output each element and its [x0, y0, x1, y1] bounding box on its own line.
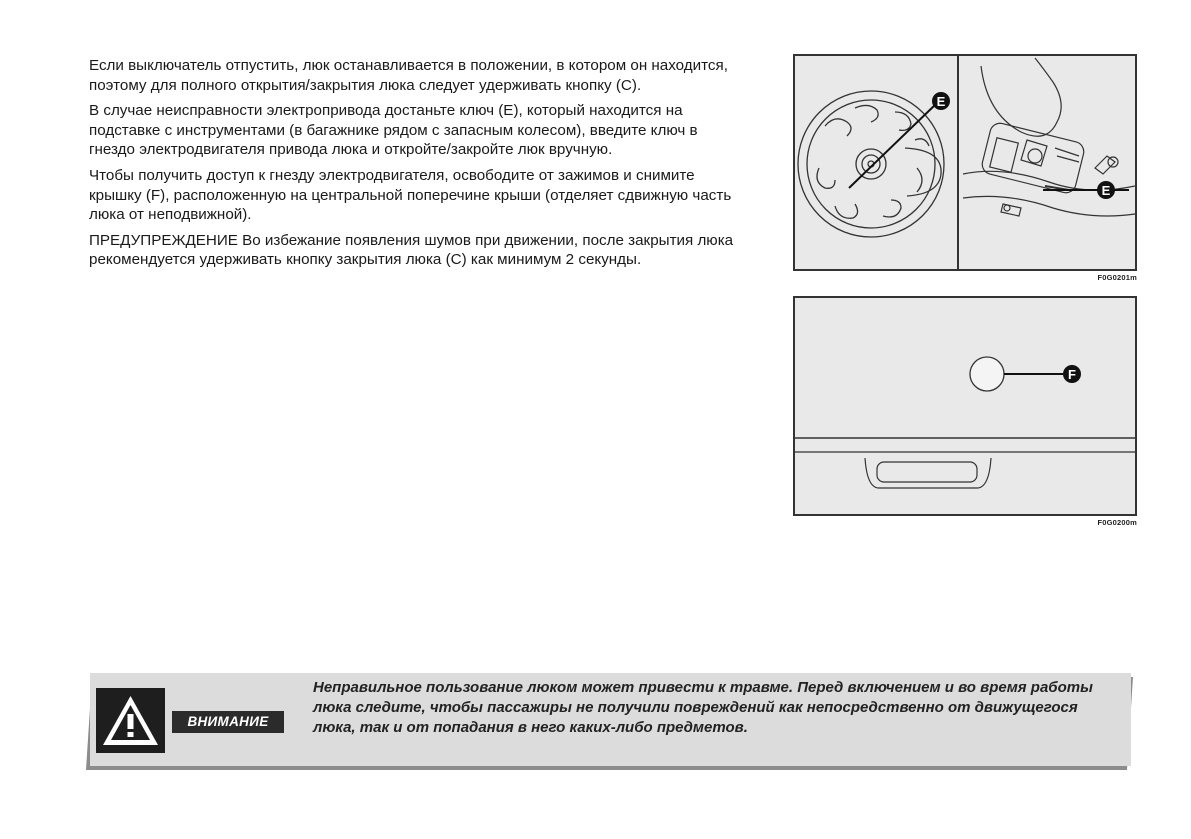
paragraph-noise-warning: ПРЕДУПРЕЖДЕНИЕ Во избежание появления шумов при движении, после закрытия люка рекомендуется удерживать кнопку закрытия люка (С) как минимум 2 секунды. [89, 231, 734, 269]
callout-e-left: E [936, 94, 946, 109]
callout-f: F [1068, 367, 1076, 382]
figure-cover-location [793, 296, 1137, 516]
body-text [89, 56, 744, 276]
key-location-illustration [795, 56, 1135, 269]
motor-cover-drawing [970, 357, 1004, 391]
paragraph-motor-access: Чтобы получить доступ к гнезду электродвигателя, освободите от зажимов и снимите крышку (F), расположенную на центральной поперечине крыши (отделяет сдвижную часть люка от неподвижной). [89, 166, 732, 224]
warning-triangle-icon [96, 688, 165, 753]
figure-code-1: F0G0201m [1097, 273, 1137, 282]
figure-code-2: F0G0200m [1097, 518, 1137, 527]
warning-text: Неправильное пользование люком может привести к травме. Перед включением и во время работы люка следите, чтобы пассажиры не получили повреждений как непосредственно от движущегося люка, так и от попадания в него каких-либо предметов. [313, 679, 1093, 737]
paragraph-release-switch: Если выключатель отпустить, люк останавливается в положении, в котором он находится, поэтому для полного открытия/закрытия люка следует удерживать кнопку (С). [89, 57, 728, 94]
callout-e-right: E [1101, 183, 1111, 198]
warning-box [86, 673, 1133, 770]
warning-label: ВНИМАНИЕ [172, 711, 284, 733]
figure-key-location [793, 54, 1137, 271]
cover-location-illustration [795, 298, 1135, 514]
paragraph-manual-key: В случае неисправности электропривода достаньте ключ (Е), который находится на подставке с инструментами (в багажнике рядом с запасным колесом), введите ключ в гнездо электродвигателя привода люка и откройте/закройте люк вручную. [89, 102, 698, 159]
